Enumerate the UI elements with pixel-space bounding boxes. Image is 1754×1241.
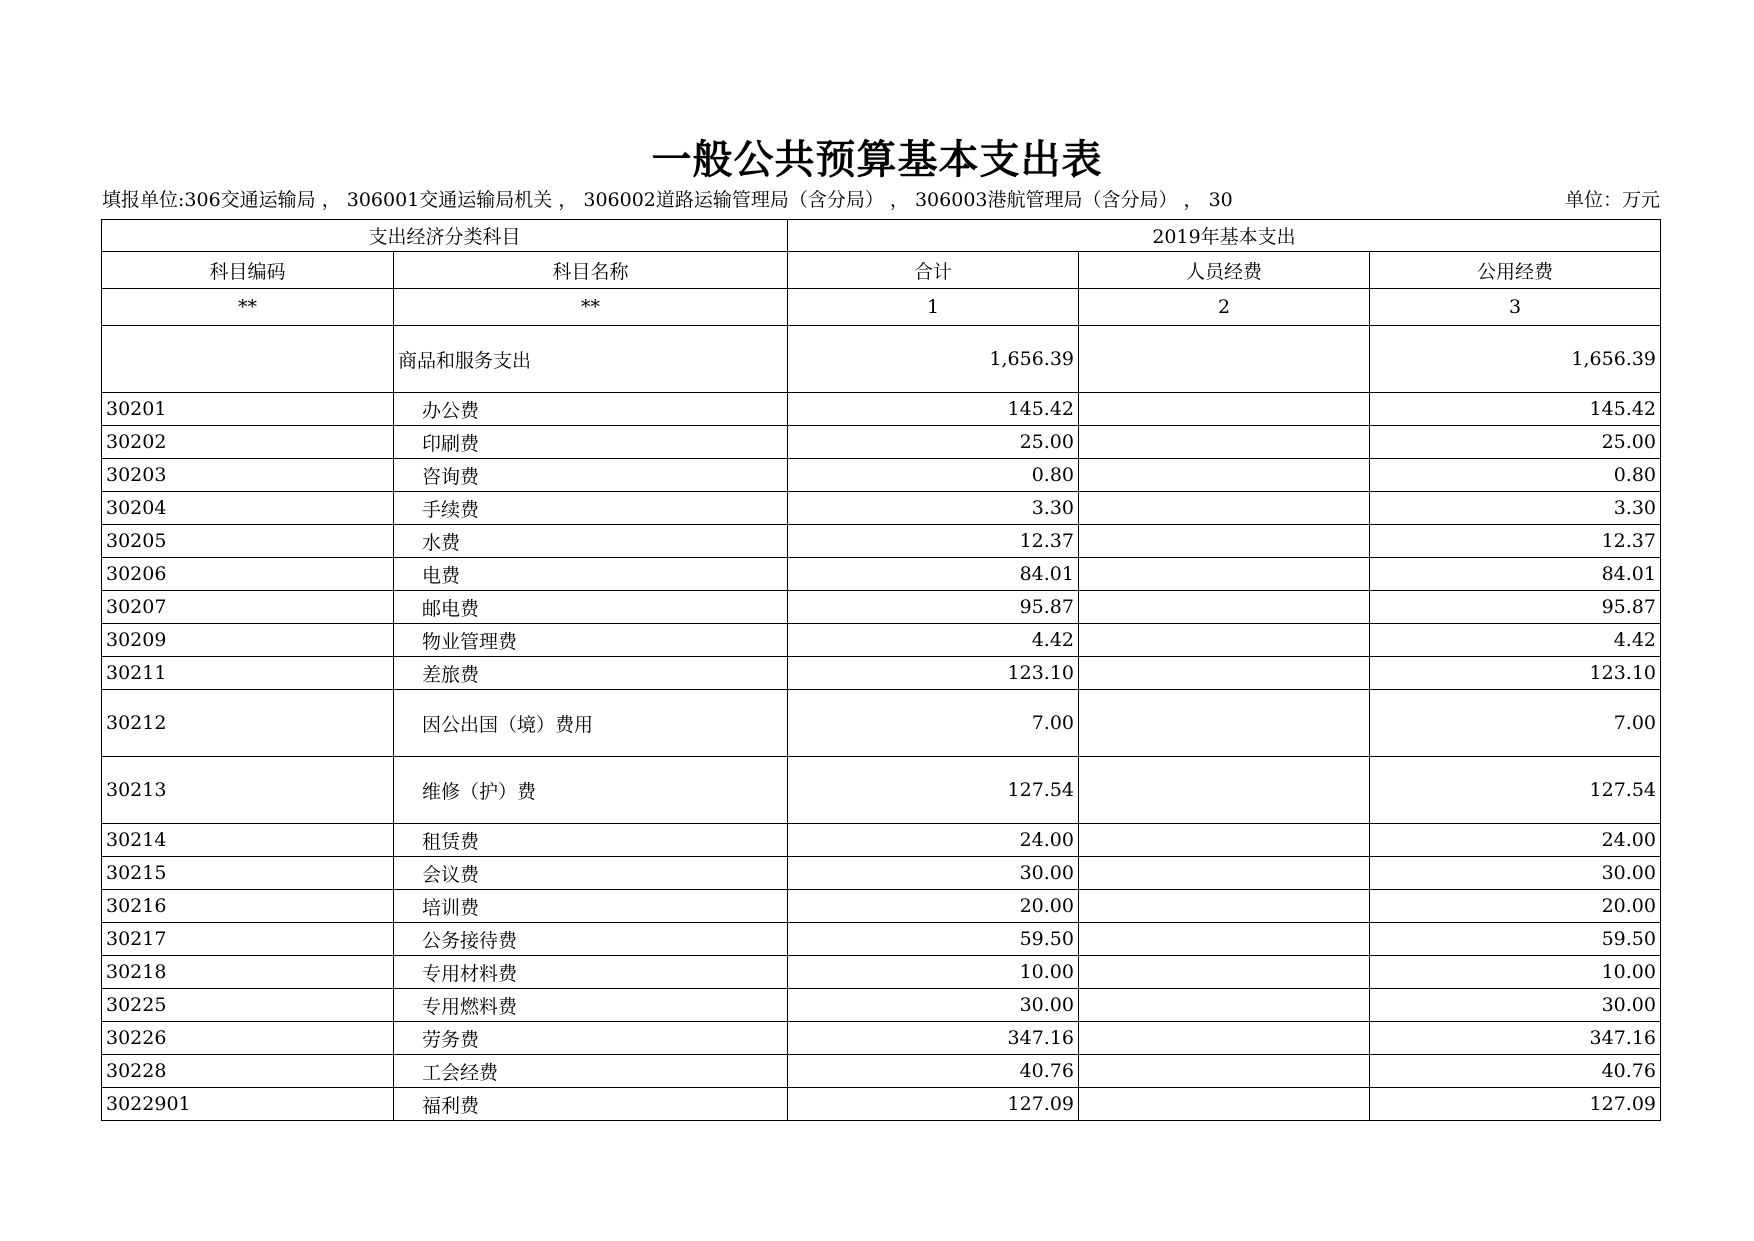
row-code: 30212 — [102, 690, 394, 757]
budget-table — [101, 219, 1661, 1121]
row-code: 30203 — [102, 459, 394, 492]
table-row — [102, 525, 1661, 558]
row-name: 因公出国（境）费用 — [394, 690, 788, 757]
row-name: 培训费 — [394, 890, 788, 923]
index-total: 1 — [788, 289, 1079, 326]
row-public: 20.00 — [1370, 890, 1661, 923]
row-personnel — [1079, 1022, 1370, 1055]
category-group-header: 支出经济分类科目 — [102, 220, 788, 252]
row-total: 95.87 — [788, 591, 1079, 624]
row-total: 347.16 — [788, 1022, 1079, 1055]
row-name: 专用燃料费 — [394, 989, 788, 1022]
column-header-row — [102, 252, 1661, 289]
table-row — [102, 824, 1661, 857]
index-row — [102, 289, 1661, 326]
row-personnel — [1079, 857, 1370, 890]
row-public: 25.00 — [1370, 426, 1661, 459]
row-personnel — [1079, 492, 1370, 525]
row-total: 30.00 — [788, 857, 1079, 890]
table-row — [102, 558, 1661, 591]
row-code: 30205 — [102, 525, 394, 558]
row-total: 145.42 — [788, 393, 1079, 426]
row-code: 30226 — [102, 1022, 394, 1055]
table-row — [102, 1088, 1661, 1121]
row-personnel — [1079, 1088, 1370, 1121]
row-name: 维修（护）费 — [394, 757, 788, 824]
row-name: 福利费 — [394, 1088, 788, 1121]
row-name: 咨询费 — [394, 459, 788, 492]
row-code: 3022901 — [102, 1088, 394, 1121]
page-title: 一般公共预算基本支出表 — [651, 137, 1103, 183]
column-header-name: 科目名称 — [394, 252, 788, 289]
table-row — [102, 956, 1661, 989]
row-personnel — [1079, 624, 1370, 657]
row-total: 3.30 — [788, 492, 1079, 525]
table-row — [102, 890, 1661, 923]
row-public: 145.42 — [1370, 393, 1661, 426]
summary-personnel — [1079, 326, 1370, 393]
index-public: 3 — [1370, 289, 1661, 326]
table-row — [102, 492, 1661, 525]
table-row — [102, 1055, 1661, 1088]
row-name: 公务接待费 — [394, 923, 788, 956]
row-personnel — [1079, 690, 1370, 757]
row-total: 0.80 — [788, 459, 1079, 492]
row-public: 95.87 — [1370, 591, 1661, 624]
row-code: 30202 — [102, 426, 394, 459]
row-code: 30217 — [102, 923, 394, 956]
row-name: 电费 — [394, 558, 788, 591]
row-name: 会议费 — [394, 857, 788, 890]
row-total: 59.50 — [788, 923, 1079, 956]
table-row — [102, 459, 1661, 492]
row-public: 7.00 — [1370, 690, 1661, 757]
row-code: 30213 — [102, 757, 394, 824]
summary-public: 1,656.39 — [1370, 326, 1661, 393]
table-row — [102, 393, 1661, 426]
row-personnel — [1079, 591, 1370, 624]
row-total: 12.37 — [788, 525, 1079, 558]
budget-group-header: 2019年基本支出 — [788, 220, 1661, 252]
table-row — [102, 857, 1661, 890]
row-code: 30206 — [102, 558, 394, 591]
row-name: 劳务费 — [394, 1022, 788, 1055]
row-name: 印刷费 — [394, 426, 788, 459]
table-row — [102, 690, 1661, 757]
table-row — [102, 624, 1661, 657]
row-public: 84.01 — [1370, 558, 1661, 591]
row-name: 差旅费 — [394, 657, 788, 690]
row-personnel — [1079, 426, 1370, 459]
row-total: 7.00 — [788, 690, 1079, 757]
row-total: 40.76 — [788, 1055, 1079, 1088]
table-row — [102, 591, 1661, 624]
row-code: 30201 — [102, 393, 394, 426]
reporting-unit-label: 填报单位:306交通运输局 ， 306001交通运输局机关 ， 306002道路运输管理局（含分局） ， 306003港航管理局（含分局） ， 30 — [102, 189, 1233, 211]
row-name: 水费 — [394, 525, 788, 558]
row-name: 物业管理费 — [394, 624, 788, 657]
row-total: 127.09 — [788, 1088, 1079, 1121]
row-personnel — [1079, 989, 1370, 1022]
row-total: 30.00 — [788, 989, 1079, 1022]
row-public: 4.42 — [1370, 624, 1661, 657]
row-total: 123.10 — [788, 657, 1079, 690]
row-total: 25.00 — [788, 426, 1079, 459]
table-row — [102, 657, 1661, 690]
row-total: 24.00 — [788, 824, 1079, 857]
report-subheader — [102, 187, 1660, 213]
row-total: 127.54 — [788, 757, 1079, 824]
table-row — [102, 426, 1661, 459]
row-public: 12.37 — [1370, 525, 1661, 558]
summary-name: 商品和服务支出 — [394, 326, 788, 393]
row-name: 手续费 — [394, 492, 788, 525]
row-code: 30218 — [102, 956, 394, 989]
row-total: 20.00 — [788, 890, 1079, 923]
row-code: 30204 — [102, 492, 394, 525]
row-code: 30215 — [102, 857, 394, 890]
row-personnel — [1079, 459, 1370, 492]
row-public: 127.54 — [1370, 757, 1661, 824]
summary-code — [102, 326, 394, 393]
row-total: 84.01 — [788, 558, 1079, 591]
row-name: 办公费 — [394, 393, 788, 426]
index-code: ** — [102, 289, 394, 326]
row-total: 4.42 — [788, 624, 1079, 657]
index-personnel: 2 — [1079, 289, 1370, 326]
row-public: 30.00 — [1370, 989, 1661, 1022]
row-personnel — [1079, 757, 1370, 824]
row-personnel — [1079, 890, 1370, 923]
row-code: 30214 — [102, 824, 394, 857]
row-name: 专用材料费 — [394, 956, 788, 989]
column-header-code: 科目编码 — [102, 252, 394, 289]
index-name: ** — [394, 289, 788, 326]
row-public: 30.00 — [1370, 857, 1661, 890]
row-public: 127.09 — [1370, 1088, 1661, 1121]
row-code: 30228 — [102, 1055, 394, 1088]
row-code: 30209 — [102, 624, 394, 657]
row-public: 24.00 — [1370, 824, 1661, 857]
row-code: 30211 — [102, 657, 394, 690]
row-personnel — [1079, 393, 1370, 426]
row-public: 59.50 — [1370, 923, 1661, 956]
row-name: 租赁费 — [394, 824, 788, 857]
row-public: 347.16 — [1370, 1022, 1661, 1055]
summary-total: 1,656.39 — [788, 326, 1079, 393]
row-name: 邮电费 — [394, 591, 788, 624]
column-header-public: 公用经费 — [1370, 252, 1661, 289]
row-personnel — [1079, 923, 1370, 956]
row-public: 123.10 — [1370, 657, 1661, 690]
group-header-row — [102, 220, 1661, 252]
row-personnel — [1079, 824, 1370, 857]
row-code: 30216 — [102, 890, 394, 923]
row-total: 10.00 — [788, 956, 1079, 989]
row-personnel — [1079, 657, 1370, 690]
column-header-personnel: 人员经费 — [1079, 252, 1370, 289]
column-header-total: 合计 — [788, 252, 1079, 289]
row-public: 0.80 — [1370, 459, 1661, 492]
table-row — [102, 1022, 1661, 1055]
table-row — [102, 923, 1661, 956]
unit-of-measure: 单位：万元 — [1564, 189, 1660, 211]
summary-row — [102, 326, 1661, 393]
row-personnel — [1079, 525, 1370, 558]
row-personnel — [1079, 558, 1370, 591]
row-personnel — [1079, 956, 1370, 989]
row-code: 30207 — [102, 591, 394, 624]
row-public: 3.30 — [1370, 492, 1661, 525]
table-row — [102, 989, 1661, 1022]
row-personnel — [1079, 1055, 1370, 1088]
row-public: 40.76 — [1370, 1055, 1661, 1088]
table-row — [102, 757, 1661, 824]
row-code: 30225 — [102, 989, 394, 1022]
row-public: 10.00 — [1370, 956, 1661, 989]
row-name: 工会经费 — [394, 1055, 788, 1088]
